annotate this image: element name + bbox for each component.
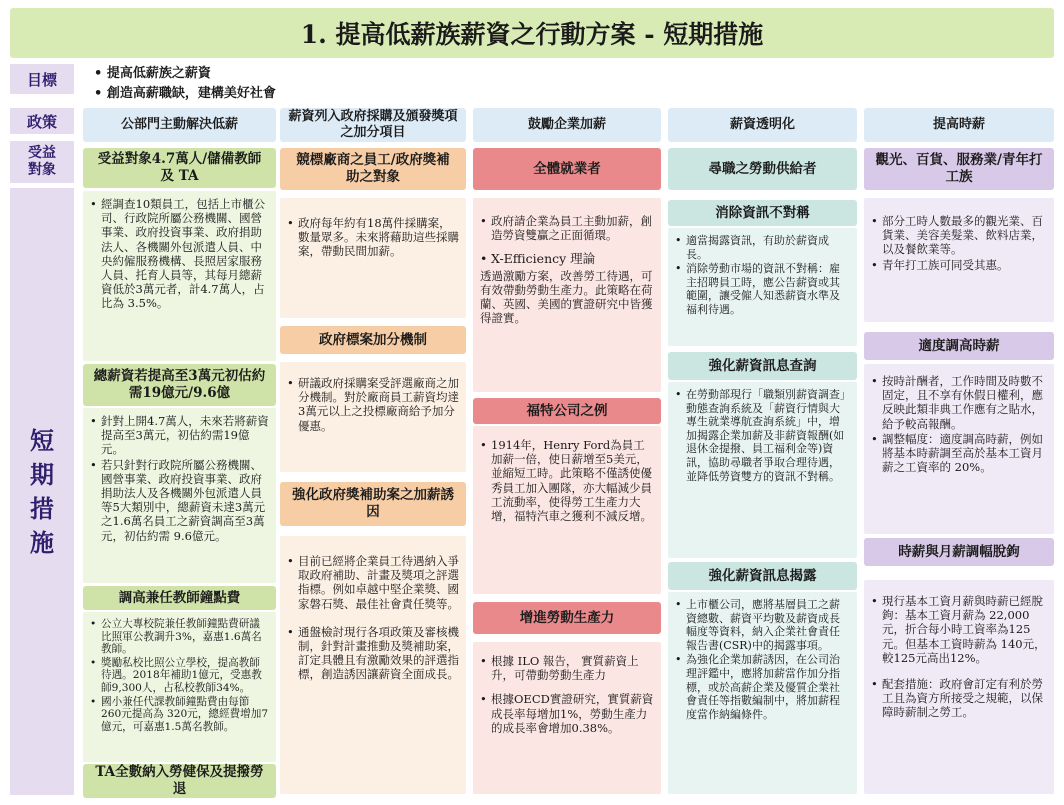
list-item: • 配套措施：政府會訂定有利於勞工且為資方所接受之規範，以保障時薪制之勞工。 [871,677,1047,720]
col2-beneficiary-head: 競標廠商之員工/政府獎補助之對象 [280,148,466,190]
list-item: • 適當揭露資訊，有助於薪資成長。 [675,234,850,261]
col4-query-head: 強化薪資訊息查詢 [668,352,857,380]
list-item: • 根據 ILO 報告， 實質薪資上升，可帶動勞動生產力 [480,654,654,682]
list-item: • 研議政府採購案受評選廠商之加分機制。對於廠商員工薪資均達3萬元以上之投標廠商給予加分優惠。 [287,376,459,433]
col2-bid-bonus-panel [280,362,466,472]
col3-beneficiary-head: 全體就業者 [473,148,661,190]
policy-public-sector: 公部門主動解決低薪 [83,108,276,142]
page-title: 1. 提高低薪族薪資之行動方案 - 短期措施 [10,8,1054,58]
list-item: • X-Efficiency 理論 [480,252,654,266]
col2-bid-bonus-head: 政府標案加分機制 [280,326,466,354]
col5-beneficiary-head: 觀光、百貨、服務業/青年打工族 [864,148,1054,190]
list-item: • 國小兼任代課教師鐘點費由每節260元提高為 320元，總經費增加7億元，可嘉惠1.5萬名教師。 [90,696,269,734]
col1-cost-panel [83,408,276,583]
x-efficiency-text: 透過激勵方案，改善勞工待遇，可有效帶動勞動生產力。此策略在荷蘭、英國、美國的實證研究中皆獲得證實。 [480,268,653,326]
col2-subsidy-head: 強化政府獎補助案之加薪誘因 [280,482,466,526]
col4-beneficiary-head: 尋職之勞動供給者 [668,148,857,190]
list-item: • 公立大專校院兼任教師鐘點費研議比照軍公教調升3%，嘉惠1.6萬名教師。 [90,618,269,656]
list-item: • 政府每年約有18萬件採購案，數量眾多。未來將藉助這些採購案，帶動民間加薪。 [287,216,459,259]
goal-item: • 提高低薪族之薪資 [94,64,594,84]
col3-ford-panel [473,426,661,594]
list-item: • 根據OECD實證研究，實質薪資成長率每增加1%，勞動生產力的成長率會增加0.38%。 [480,692,654,735]
policy-encourage-raise: 鼓勵企業加薪 [473,108,661,142]
list-item: • 針對上開4.7萬人，未來若將薪資提高至3萬元，初估約需19億元。 [90,414,269,457]
short-term-label: 短期措施 [10,188,74,795]
col3-productivity-panel [473,642,661,794]
list-item: • 為強化企業加薪誘因，在公司治理評鑑中，應將加薪當作加分指標，或於高薪企業及優質企業社會責任等指數編制中，將加薪程度當作納編條件。 [675,653,850,721]
beneficiary-label: 受益對象 [10,141,74,183]
list-item: • 若只針對行政院所屬公務機關、國營事業、政府投資事業、政府捐助法人及各機關外包派遣人員等5大類別中，總薪資未達3萬元之1.6萬名員工之薪資調高至3萬元，初估約需 9.6億元。 [90,458,269,543]
col5-raise-hourly-head: 適度調高時薪 [864,332,1054,360]
col1-beneficiary-head: 受益對象4.7萬人/儲備教師及 TA [83,148,276,188]
goal-list [94,64,594,104]
col2-subsidy-panel [280,536,466,794]
col1-cost-head: 總薪資若提高至3萬元初估約需19億元/9.6億 [83,364,276,406]
col4-asymmetry-panel [668,228,857,346]
col5-decouple-head: 時薪與月薪調幅脫鉤 [864,538,1054,566]
col1-teacher-fee-head: 調高兼任教師鐘點費 [83,586,276,610]
col3-raise-panel [473,198,661,392]
policy-hourly-wage: 提高時薪 [864,108,1054,142]
list-item: • 按時計酬者，工作時間及時數不固定，且不享有休假日權利，應反映此類非典工作應有之貼水，給予較高報酬。 [871,374,1047,431]
col4-disclosure-head: 強化薪資訊息揭露 [668,562,857,590]
col4-disclosure-panel [668,592,857,794]
list-item: • 通盤檢討現行各項政策及審核機制，針對計畫推動及獎補助案，訂定具體且有激勵效果的評選指標，創造誘因讓薪資全面成長。 [287,625,459,682]
list-item: • 經調查10類員工，包括上市櫃公司、行政院所屬公務機關、國營事業、政府投資事業、政府捐助法人、各機關外包派遣人員、中央約僱服務機構、長照居家服務人員、托育人員等，其每月總薪資低於3萬元者，計4.7萬人，占比為 3.5%。 [90,197,269,311]
col5-raise-hourly-panel [864,364,1054,534]
list-item: • 在勞動部現行「職類別薪資調查」動態查詢系統及「薪資行情與大專生就業導航查詢系統」中，增加揭露企業加薪及非薪資報酬(如退休金提撥、員工福利金等)資訊，協助尋職者爭取合理待遇，並降低勞資雙方的資訊不對稱。 [675,388,850,483]
list-item: • 現行基本工資月薪與時薪已經脫鉤：基本工資月薪為 22,000元，折合每小時工資率為125元。但基本工資時薪為 140元，較125元高出12%。 [871,594,1047,665]
col1-teacher-fee-panel [83,612,276,762]
list-item: • 目前已經將企業員工待遇納入爭取政府補助、計畫及獎項之評選指標。例如卓越中堅企業獎、國家磐石獎、最佳社會責任獎等。 [287,554,459,611]
list-item: • 消除勞動市場的資訊不對稱：雇主招聘員工時，應公告薪資或其範圍，讓受僱人知悉薪資水準及福利待遇。 [675,262,850,316]
col2-procurement-panel [280,198,466,318]
list-item: • 上市櫃公司，應將基層員工之薪資總數、薪資平均數及薪資成長幅度等資料，納入企業社會責任報告書(CSR)中的揭露事項。 [675,598,850,652]
list-item: • 調整幅度：適度調高時薪，例如將基本時薪調至高於基本工資月薪之工資率的 20%。 [871,432,1047,475]
col3-productivity-head: 增進勞動生產力 [473,602,661,634]
col4-asymmetry-head: 消除資訊不對稱 [668,200,857,226]
list-item: • 青年打工族可同受其惠。 [871,258,1047,272]
policy-procurement: 薪資列入政府採購及頒發獎項之加分項目 [280,108,466,142]
col1-survey-panel [83,191,276,361]
col5-industry-panel [864,198,1054,322]
list-item: • 1914年，Henry Ford為員工加薪一倍，使日薪增至5美元，並縮短工時。此策略不僅誘使優秀員工加入團隊，亦大幅減少員工流動率，使得勞工生產力大增，福特汽車之獲利不減反增。 [480,438,654,523]
list-item: • 部分工時人數最多的觀光業、百貨業、美容美髮業、飲料店業，以及餐飲業等。 [871,214,1047,257]
list-item: • 獎勵私校比照公立學校，提高教師待遇。2018年補助1億元，受惠教師9,300人，占私校教師34%。 [90,657,269,695]
policy-label: 政策 [10,108,74,134]
list-item: • 政府請企業為員工主動加薪，創造勞資雙贏之正面循環。 [480,214,654,242]
goal-label: 目標 [10,64,74,94]
goal-item: • 創造高薪職缺，建構美好社會 [94,84,594,104]
col1-ta-head: TA全數納入勞健保及提撥勞退 [83,764,276,798]
col3-ford-head: 福特公司之例 [473,398,661,424]
policy-transparency: 薪資透明化 [668,108,857,142]
col4-query-panel [668,382,857,558]
col5-decouple-panel [864,580,1054,794]
